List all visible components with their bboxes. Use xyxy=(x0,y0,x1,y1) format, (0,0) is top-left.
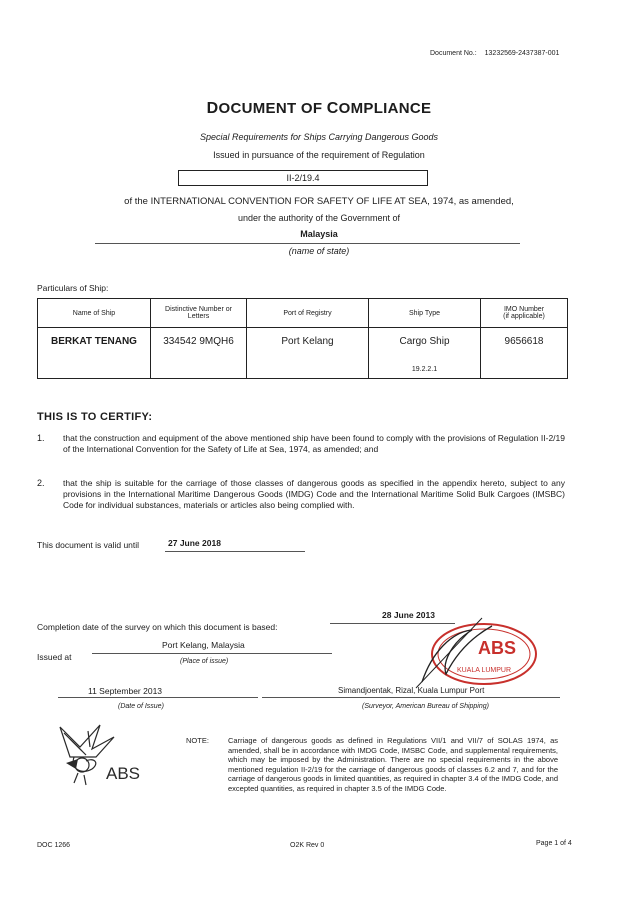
authority-line: under the authority of the Government of xyxy=(237,213,401,223)
issued-at-label: Issued at xyxy=(37,652,72,662)
state-caption: (name of state) xyxy=(288,246,350,256)
certify-heading: THIS IS TO CERTIFY: xyxy=(37,411,153,423)
item-1-text: that the construction and equipment of the above mentioned ship have been found to comply with the provisions of Regulation II-2/19 of the International Convention for the Safety of Life at Sea, 1974, as amended; and xyxy=(63,433,565,454)
title-cap-2: C xyxy=(326,100,339,117)
item-2-text: that the ship is suitable for the carriage of those classes of dangerous goods as specified in the appendix hereto, subject to any provisions in the International Maritime Dangerous Goods (IMDG) Code and the International Maritime Solid Bulk Cargoes (IMSBC) Code for individual substances, materials or articles also being complied with. xyxy=(63,478,565,510)
item-2-number: 2. xyxy=(37,478,45,488)
issued-at-underline xyxy=(92,653,332,654)
document-number-value: 13232569-2437387-001 xyxy=(484,50,560,57)
valid-until-underline xyxy=(165,551,305,552)
issue-date: 11 September 2013 xyxy=(88,686,163,696)
title-rest-2: OMPLIANCE xyxy=(338,100,432,117)
header-name-of-ship: Name of Ship xyxy=(38,299,151,328)
cell-imo-number: 9656618 xyxy=(481,328,568,379)
completion-label: Completion date of the survey on which this document is based: xyxy=(37,622,278,632)
valid-until-date: 27 June 2018 xyxy=(168,538,221,548)
regulation-box: II-2/19.4 xyxy=(178,170,428,186)
note-label: NOTE: xyxy=(186,736,209,745)
issued-at-place: Port Kelang, Malaysia xyxy=(162,640,245,650)
document-number xyxy=(430,50,559,57)
footer-revision: O2K Rev 0 xyxy=(290,842,325,849)
convention-line: of the INTERNATIONAL CONVENTION FOR SAFETY OF LIFE AT SEA, 1974, as amended, xyxy=(124,196,514,207)
surveyor-caption: (Surveyor, American Bureau of Shipping) xyxy=(362,703,489,710)
abs-stamp-icon xyxy=(412,612,540,696)
header-port-of-registry: Port of Registry xyxy=(247,299,369,328)
stamp-text-abs: ABS xyxy=(478,638,517,658)
particulars-label: Particulars of Ship: xyxy=(37,283,109,293)
valid-until-label: This document is valid until xyxy=(37,540,140,550)
cell-ship-name: BERKAT TENANG xyxy=(38,328,151,379)
page-title xyxy=(0,100,638,118)
cell-ship-type: Cargo Ship xyxy=(369,328,481,361)
ship-particulars-table xyxy=(37,298,568,379)
title-cap-1: D xyxy=(206,100,219,117)
subtitle: Special Requirements for Ships Carrying Dangerous Goods xyxy=(199,132,439,142)
issue-date-underline xyxy=(58,697,258,698)
cell-distinctive-number: 334542 9MQH6 xyxy=(151,328,247,379)
cell-ship-type-code: 19.2.2.1 xyxy=(369,360,481,379)
issued-line: Issued in pursuance of the requirement of Regulation xyxy=(213,150,425,160)
completion-date: 28 June 2013 xyxy=(382,610,435,620)
cell-port-of-registry: Port Kelang xyxy=(247,328,369,379)
note-text: Carriage of dangerous goods as defined in Regulations VII/1 and VII/7 of SOLAS 1974, as amended, shall be in accordance with IMDG Code, IMSBC Code, and supplemental requirements, which may be imposed by the Administration. There are no special requirements in the above mentioned regulation II-2/19 for the carriage of dangerous goods of classes 6.2 and 7, and for the carriage of dangerous goods in limited quantities, as required in chapter 3.4 of the IMDG Code, and excepted quantities, as required in chapter 3.5 of the IMDG Code. xyxy=(228,736,558,793)
state-underline xyxy=(95,243,520,244)
table-row xyxy=(38,328,568,361)
item-1-number: 1. xyxy=(37,433,45,443)
title-rest-1: OCUMENT OF xyxy=(218,100,327,117)
document-number-label: Document No.: xyxy=(430,50,477,57)
stamp-text-city: KUALA LUMPUR xyxy=(456,667,512,674)
header-distinctive-number: Distinctive Number or Letters xyxy=(151,299,247,328)
issued-at-caption: (Place of issue) xyxy=(180,658,229,665)
surveyor-name: Simandjoentak, Rizal, Kuala Lumpur Port xyxy=(338,686,485,695)
header-imo-number: IMO Number (if applicable) xyxy=(481,299,568,328)
abs-eagle-logo-icon xyxy=(30,717,170,791)
surveyor-underline xyxy=(262,697,560,698)
table-header-row xyxy=(38,299,568,328)
state-name: Malaysia xyxy=(300,229,338,239)
footer-page-number: Page 1 of 4 xyxy=(536,840,572,847)
footer-doc-code: DOC 1266 xyxy=(37,842,71,849)
header-ship-type: Ship Type xyxy=(369,299,481,328)
logo-text-abs: ABS xyxy=(106,764,141,783)
issue-date-caption: (Date of Issue) xyxy=(118,703,164,710)
